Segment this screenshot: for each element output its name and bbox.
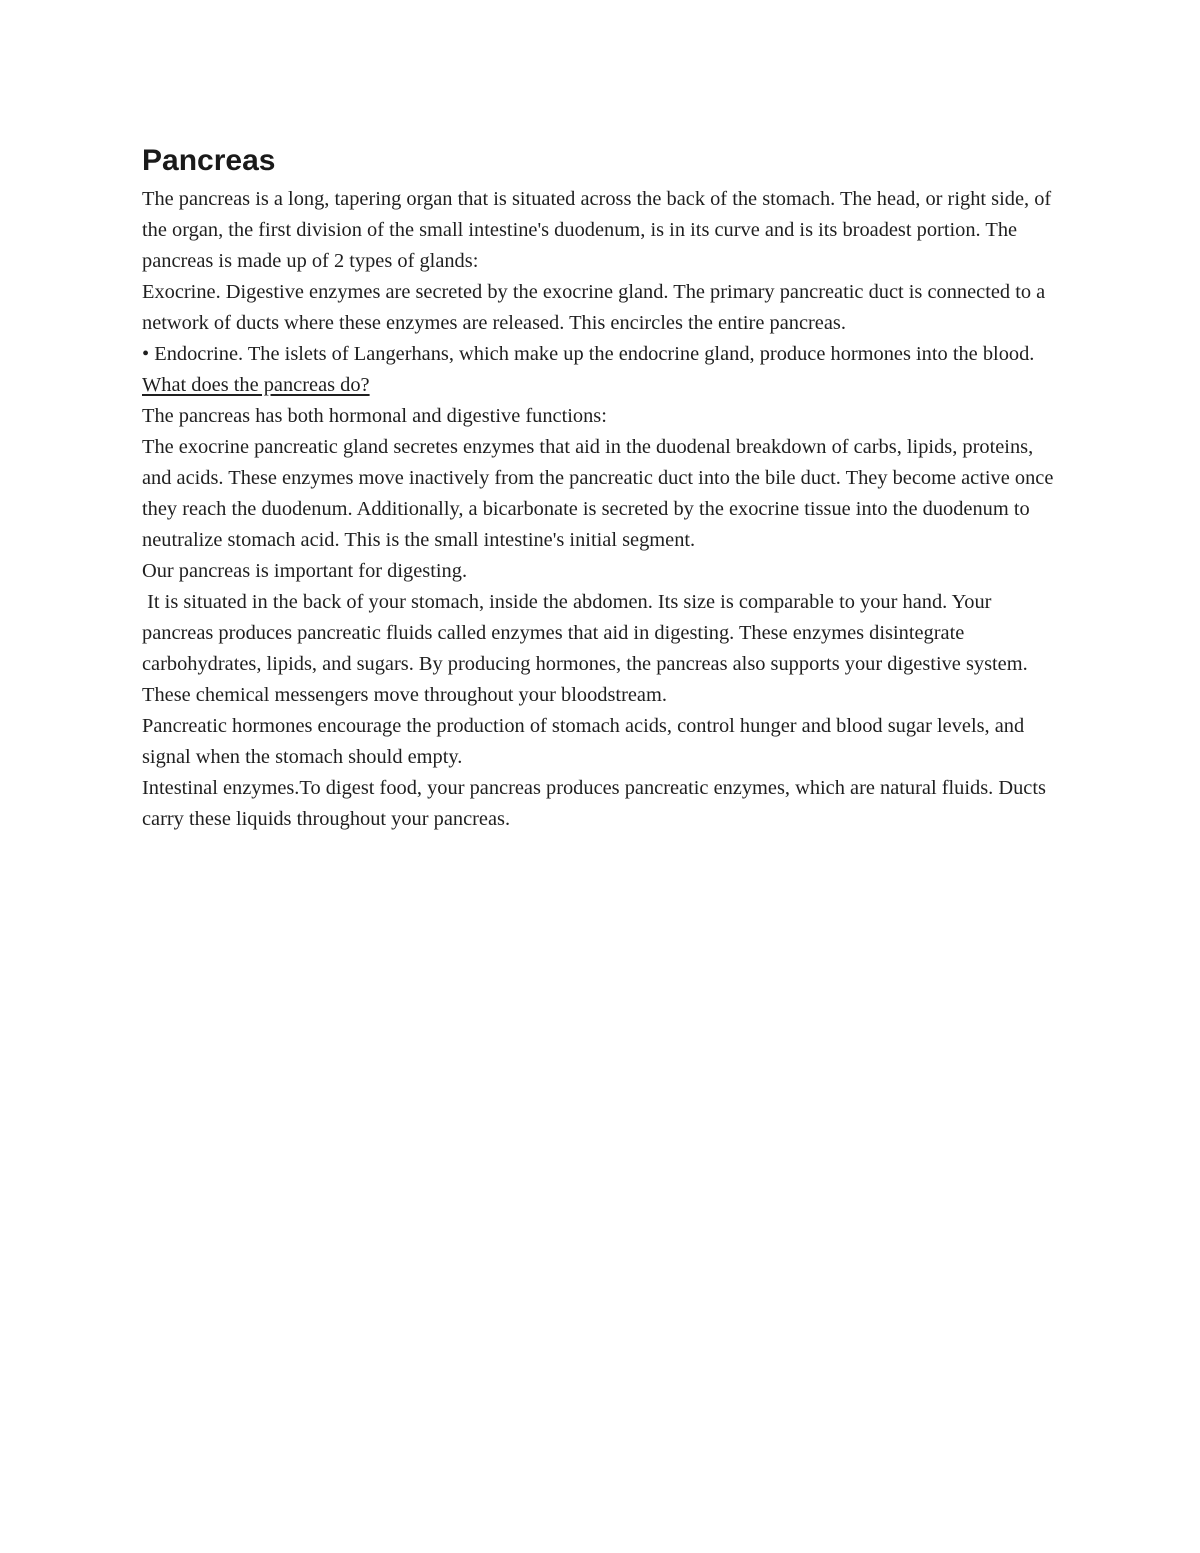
exocrine-function-paragraph: The exocrine pancreatic gland secretes enzymes that aid in the duodenal breakdown of carbs, lipids, proteins, and acids. These enzymes move inactively from the pancreatic duct into the bile duct. They become active once they reach the duodenum. Additionally, a bicarbonate is secreted by the exocrine tissue into the duodenum to neutralize stomach acid. This is the small intestine's initial segment.	[142, 436, 1054, 551]
functions-intro-paragraph: The pancreas has both hormonal and digestive functions:	[142, 405, 607, 427]
section-heading-function: What does the pancreas do?	[142, 374, 370, 396]
document-body	[142, 142, 1067, 835]
location-paragraph: It is situated in the back of your stomach, inside the abdomen. Its size is comparable to your hand. Your pancreas produces pancreatic fluids called enzymes that aid in digesting. These enzymes disintegrate carbohydrates, lipids, and sugars. By producing hormones, the pancreas also supports your digestive system. These chemical messengers move throughout your bloodstream.	[142, 591, 1033, 706]
digesting-importance-paragraph: Our pancreas is important for digesting.	[142, 560, 468, 582]
exocrine-paragraph: Exocrine. Digestive enzymes are secreted by the exocrine gland. The primary pancreatic duct is connected to a network of ducts where these enzymes are released. This encircles the entire pancreas.	[142, 281, 1046, 334]
page-title: Pancreas	[142, 144, 276, 177]
hormones-paragraph: Pancreatic hormones encourage the production of stomach acids, control hunger and blood sugar levels, and signal when the stomach should empty.	[142, 715, 1025, 768]
intro-paragraph: The pancreas is a long, tapering organ that is situated across the back of the stomach. The head, or right side, of the organ, the first division of the small intestine's duodenum, is in its curve and is its broadest portion. The pancreas is made up of 2 types of glands:	[142, 188, 1052, 272]
intestinal-enzymes-paragraph: Intestinal enzymes.To digest food, your pancreas produces pancreatic enzymes, which are natural fluids. Ducts carry these liquids throughout your pancreas.	[142, 777, 1046, 830]
endocrine-bullet: • Endocrine. The islets of Langerhans, which make up the endocrine gland, produce hormones into the blood.	[142, 343, 1035, 365]
